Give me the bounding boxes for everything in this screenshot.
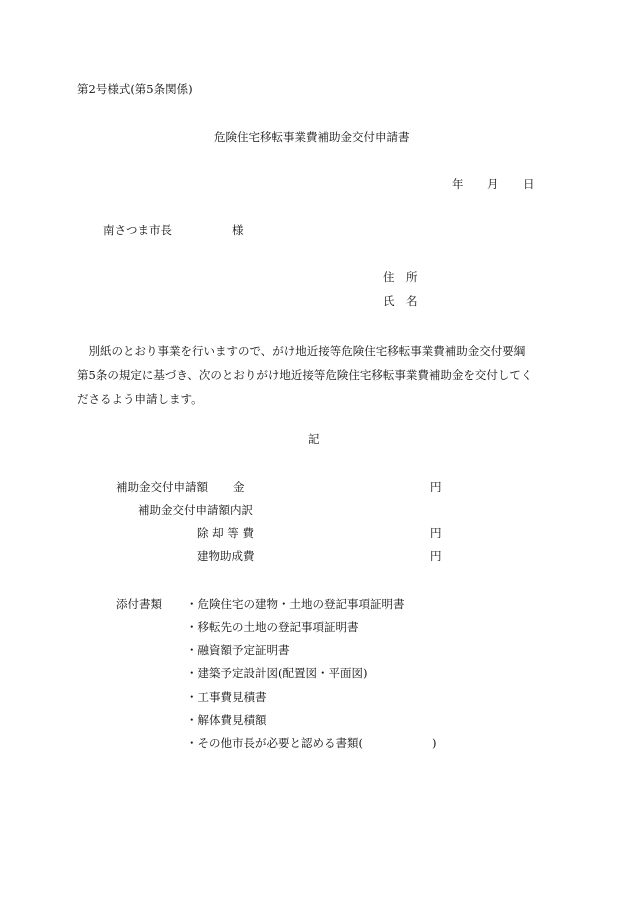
attachment-item: ・移転先の土地の登記事項証明書 xyxy=(186,620,359,634)
document-title: 危険住宅移転事業費補助金交付申請書 xyxy=(214,130,410,144)
addressee-name: 南さつま市長 xyxy=(103,223,172,237)
building-subsidy-yen: 円 xyxy=(430,549,442,563)
date-month-label: 月 xyxy=(487,177,499,191)
amount-kin: 金 xyxy=(233,480,245,494)
attachment-item: ・その他市長が必要と認める書類( ) xyxy=(186,736,437,750)
removal-cost-yen: 円 xyxy=(430,526,442,540)
attachment-item: ・危険住宅の建物・土地の登記事項証明書 xyxy=(186,597,405,611)
attachment-item: ・工事費見積書 xyxy=(186,690,267,704)
applicant-name-label: 氏 名 xyxy=(383,294,418,308)
attachments-label: 添付書類 xyxy=(116,597,162,611)
request-paragraph xyxy=(77,339,553,411)
applicant-address-label: 住 所 xyxy=(383,270,418,284)
addressee-honorific: 様 xyxy=(232,223,244,237)
amount-yen: 円 xyxy=(430,480,442,494)
request-line: ださるよう申請します。 xyxy=(77,392,203,406)
attachment-item: ・解体費見積額 xyxy=(186,713,267,727)
building-subsidy-label: 建物助成費 xyxy=(197,549,255,563)
amount-label: 補助金交付申請額 xyxy=(116,480,208,494)
breakdown-label: 補助金交付申請額内訳 xyxy=(138,503,253,517)
request-line: 別紙のとおり事業を行いますので、がけ地近接等危険住宅移転事業費補助金交付要綱 xyxy=(77,344,526,358)
attachment-item: ・建築予定設計図(配置図・平面図) xyxy=(186,666,368,680)
removal-cost-label: 除 却 等 費 xyxy=(197,526,254,540)
ki-heading: 記 xyxy=(308,432,320,446)
request-line: 第5条の規定に基づき、次のとおりがけ地近接等危険住宅移転事業費補助金を交付してく xyxy=(77,368,533,382)
attachment-item: ・融資額予定証明書 xyxy=(186,643,290,657)
date-day-label: 日 xyxy=(523,177,535,191)
form-number: 第2号様式(第5条関係) xyxy=(77,82,193,96)
date-year-label: 年 xyxy=(452,177,464,191)
